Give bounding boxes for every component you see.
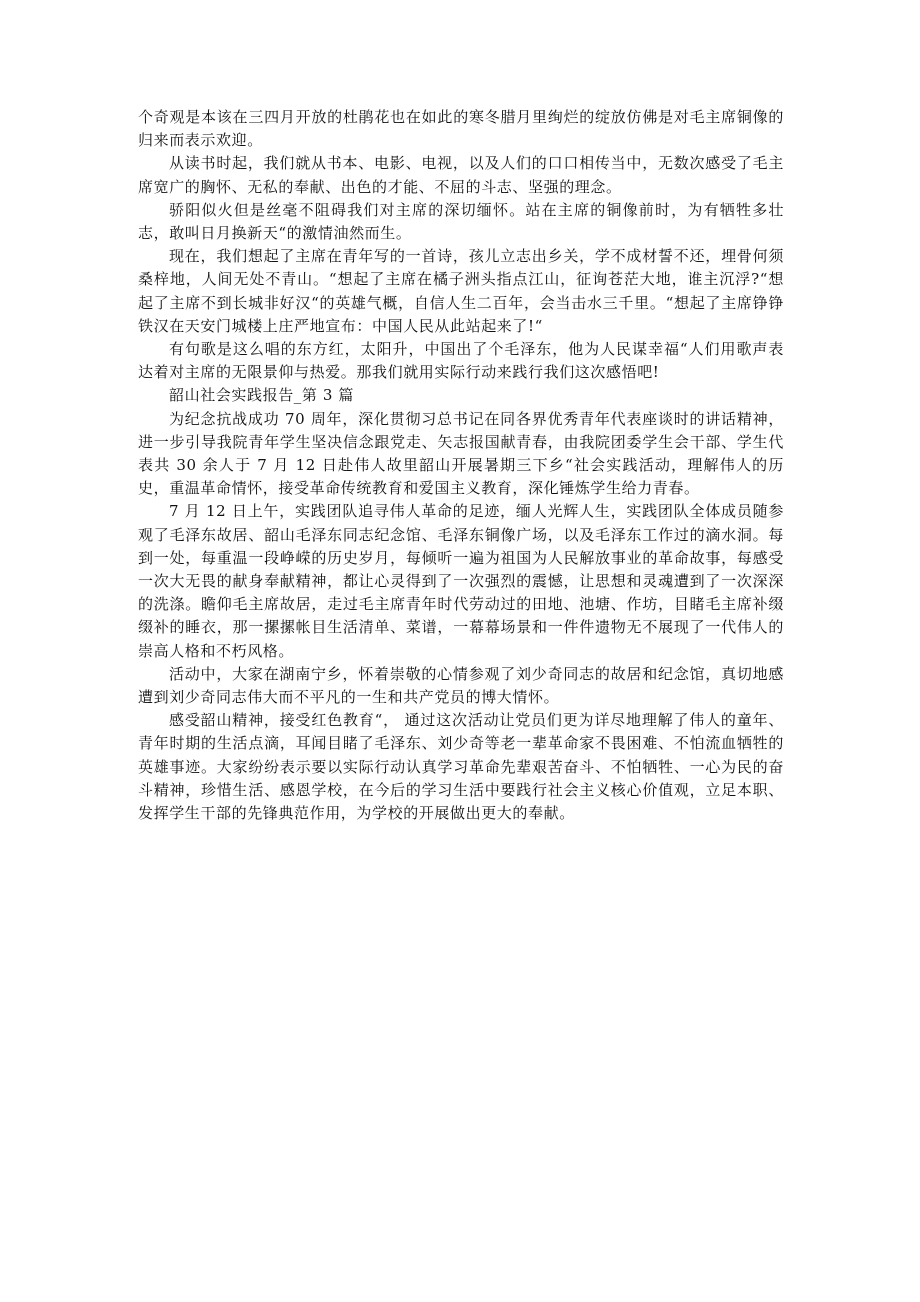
paragraph-8: 7 月 12 日上午，实践团队追寻伟人革命的足迹，缅人光辉人生，实践团队全体成员随参观了毛泽东故居、韶山毛泽东同志纪念馆、毛泽东铜像广场，以及毛泽东工作过的滴水洞。每到一处，每重温一段峥嵘的历史岁月，每倾听一遍为祖国为人民解放事业的革命故事，每感受一次大无畏的献身奉献精神，都让心灵得到了一次强烈的震憾，让思想和灵魂遭到了一次深深的洗涤。瞻仰毛主席故居，走过毛主席青年时代劳动过的田地、池塘、作坊，目睹毛主席补缀缀补的睡衣，那一摞摞帐目生活清单、菜谱，一幕幕场景和一件件遗物无不展现了一代伟人的崇高人格和不朽风格。 xyxy=(138,502,784,660)
paragraph-9: 活动中，大家在湖南宁乡，怀着崇敬的心情参观了刘少奇同志的故居和纪念馆，真切地感遭到刘少奇同志伟大而不平凡的一生和共产党员的博大情怀。 xyxy=(138,664,784,707)
paragraph-2: 从读书时起，我们就从书本、电影、电视，以及人们的口口相传当中，无数次感受了毛主席宽广的胸怀、无私的奉献、出色的才能、不屈的斗志、坚强的理念。 xyxy=(138,154,784,196)
paragraph-3: 骄阳似火但是丝毫不阻碍我们对主席的深切缅怀。站在主席的铜像前时，为有牺牲多壮志，敢叫日月换新天“的激情油然而生。 xyxy=(138,200,784,243)
paragraph-4: 现在，我们想起了主席在青年写的一首诗，孩儿立志出乡关，学不成材誓不还，埋骨何须桑梓地，人间无处不青山。“想起了主席在橘子洲头指点江山，征询苍茫大地，谁主沉浮?“想起了主席不到长城非好汉“的英雄气概，自信人生二百年，会当击水三千里。“想起了主席铮铮铁汉在天安门城楼上庄严地宣布：中国人民从此站起来了!“ xyxy=(138,247,784,335)
paragraph-5: 有句歌是这么唱的东方红，太阳升，中国出了个毛泽东，他为人民谋幸福“人们用歌声表达着对主席的无限景仰与热爱。那我们就用实际行动来践行我们这次感悟吧! xyxy=(138,340,784,382)
section-heading: 韶山社会实践报告_第 3 篇 xyxy=(169,386,354,405)
paragraph-1: 个奇观是本该在三四月开放的杜鹃花也在如此的寒冬腊月里绚烂的绽放仿佛是对毛主席铜像的归来而表示欢迎。 xyxy=(138,108,784,150)
document-page xyxy=(138,106,784,825)
paragraph-7: 为纪念抗战成功 70 周年，深化贯彻习总书记在同各界优秀青年代表座谈时的讲话精神，进一步引导我院青年学生坚决信念跟党走、矢志报国献青春，由我院团委学生会干部、学生代表共 30 余人于 7 月 12 日赴伟人故里韶山开展暑期三下乡“社会实践活动，理解伟人的历史，重温革命情怀，接受革命传统教育和爱国主义教育，深化锤炼学生给力青春。 xyxy=(138,409,784,498)
paragraph-10: 感受韶山精神，接受红色教育“， 通过这次活动让党员们更为详尽地理解了伟人的童年、青年时期的生活点滴，耳闻目睹了毛泽东、刘少奇等老一辈革命家不畏困难、不怕流血牺牲的英雄事迹。大家纷纷表示要以实际行动认真学习革命先辈艰苦奋斗、不怕牺牲、一心为民的奋斗精神，珍惜生活、感恩学校，在今后的学习生活中要践行社会主义核心价值观，立足本职、发挥学生干部的先锋典范作用，为学校的开展做出更大的奉献。 xyxy=(138,711,784,823)
